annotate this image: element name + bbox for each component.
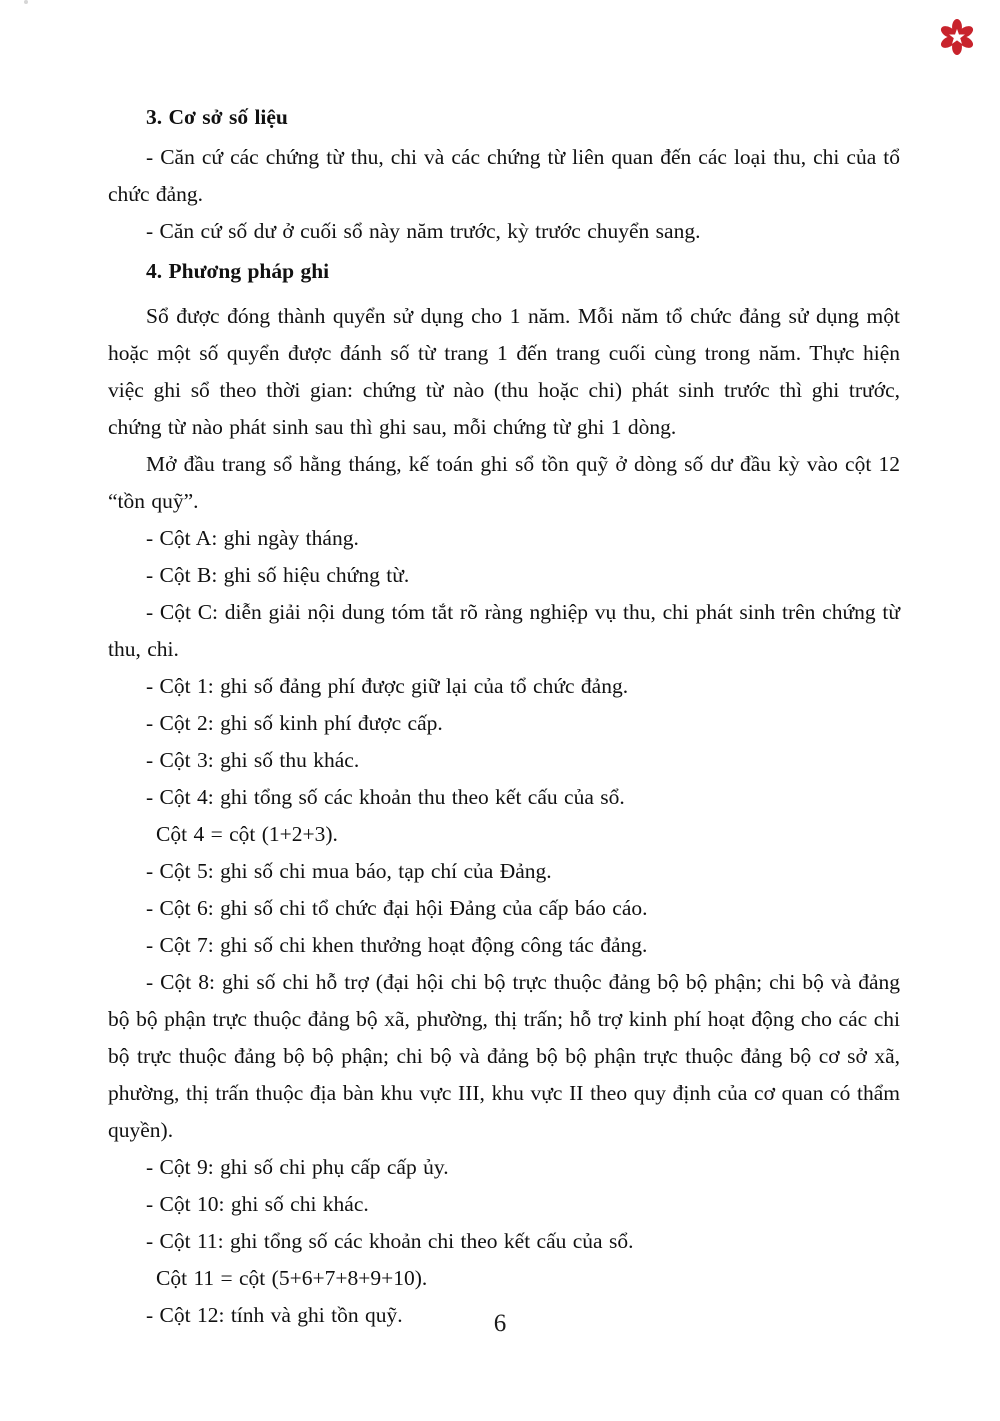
paragraph: Sổ được đóng thành quyển sử dụng cho 1 năm. Mỗi năm tổ chức đảng sử dụng một hoặc một số quyển được đánh số từ trang 1 đến trang cuối cùng trong năm. Thực hiện việc ghi sổ theo thời gian: chứng từ nào (thu hoặc chi) phát sinh trước thì ghi trước, chứng từ nào phát sinh sau thì ghi sau, mỗi chứng từ ghi 1 dòng. bbox=[108, 304, 900, 439]
list-item-col-5: - Cột 5: ghi số chi mua báo, tạp chí của Đảng. bbox=[146, 859, 552, 883]
list-item-col-8: - Cột 8: ghi số chi hỗ trợ (đại hội chi bộ trực thuộc đảng bộ bộ phận; chi bộ và đảng bộ bộ phận trực thuộc đảng bộ xã, phường, thị trấn; hỗ trợ kinh phí hoạt động cho các chi bộ trực thuộc đảng bộ bộ phận; chi bộ và đảng bộ bộ phận trực thuộc đảng bộ cơ sở xã, phường, thị trấn thuộc địa bàn khu vực III, khu vực II theo quy định của cơ quan có thẩm quyền). bbox=[108, 970, 900, 1142]
paragraph: - Căn cứ số dư ở cuối sổ này năm trước, kỳ trước chuyển sang. bbox=[146, 219, 701, 243]
document-body bbox=[108, 96, 900, 1334]
paragraph: Mở đầu trang sổ hằng tháng, kế toán ghi sổ tồn quỹ ở dòng số dư đầu kỳ vào cột 12 “tồn quỹ”. bbox=[108, 452, 900, 513]
list-item-col-11: - Cột 11: ghi tổng số các khoản chi theo kết cấu của sổ. bbox=[146, 1229, 634, 1253]
list-item-col-6: - Cột 6: ghi số chi tổ chức đại hội Đảng của cấp báo cáo. bbox=[146, 896, 648, 920]
list-item-col-10: - Cột 10: ghi số chi khác. bbox=[146, 1192, 369, 1216]
list-item-col-9: - Cột 9: ghi số chi phụ cấp cấp ủy. bbox=[146, 1155, 449, 1179]
formula-col-4: Cột 4 = cột (1+2+3). bbox=[156, 822, 338, 846]
section-heading: 4. Phương pháp ghi bbox=[146, 259, 330, 283]
list-item-col-c: - Cột C: diễn giải nội dung tóm tắt rõ ràng nghiệp vụ thu, chi phát sinh trên chứng từ thu, chi. bbox=[108, 600, 900, 661]
section-heading: 3. Cơ sở số liệu bbox=[146, 105, 288, 129]
list-item-col-12: - Cột 12: tính và ghi tồn quỹ. bbox=[146, 1303, 403, 1327]
list-item-col-b: - Cột B: ghi số hiệu chứng từ. bbox=[146, 563, 410, 587]
flower-ornament-icon bbox=[938, 18, 976, 56]
list-item-col-3: - Cột 3: ghi số thu khác. bbox=[146, 748, 360, 772]
page-number: 6 bbox=[493, 1310, 507, 1337]
scan-artifact bbox=[24, 0, 28, 4]
list-item-col-2: - Cột 2: ghi số kinh phí được cấp. bbox=[146, 711, 443, 735]
list-item-col-7: - Cột 7: ghi số chi khen thưởng hoạt động công tác đảng. bbox=[146, 933, 648, 957]
list-item-col-4: - Cột 4: ghi tổng số các khoản thu theo kết cấu của sổ. bbox=[146, 785, 625, 809]
list-item-col-a: - Cột A: ghi ngày tháng. bbox=[146, 526, 359, 550]
paragraph: - Căn cứ các chứng từ thu, chi và các chứng từ liên quan đến các loại thu, chi của tổ chức đảng. bbox=[108, 145, 900, 206]
list-item-col-1: - Cột 1: ghi số đảng phí được giữ lại của tổ chức đảng. bbox=[146, 674, 629, 698]
formula-col-11: Cột 11 = cột (5+6+7+8+9+10). bbox=[156, 1266, 428, 1290]
